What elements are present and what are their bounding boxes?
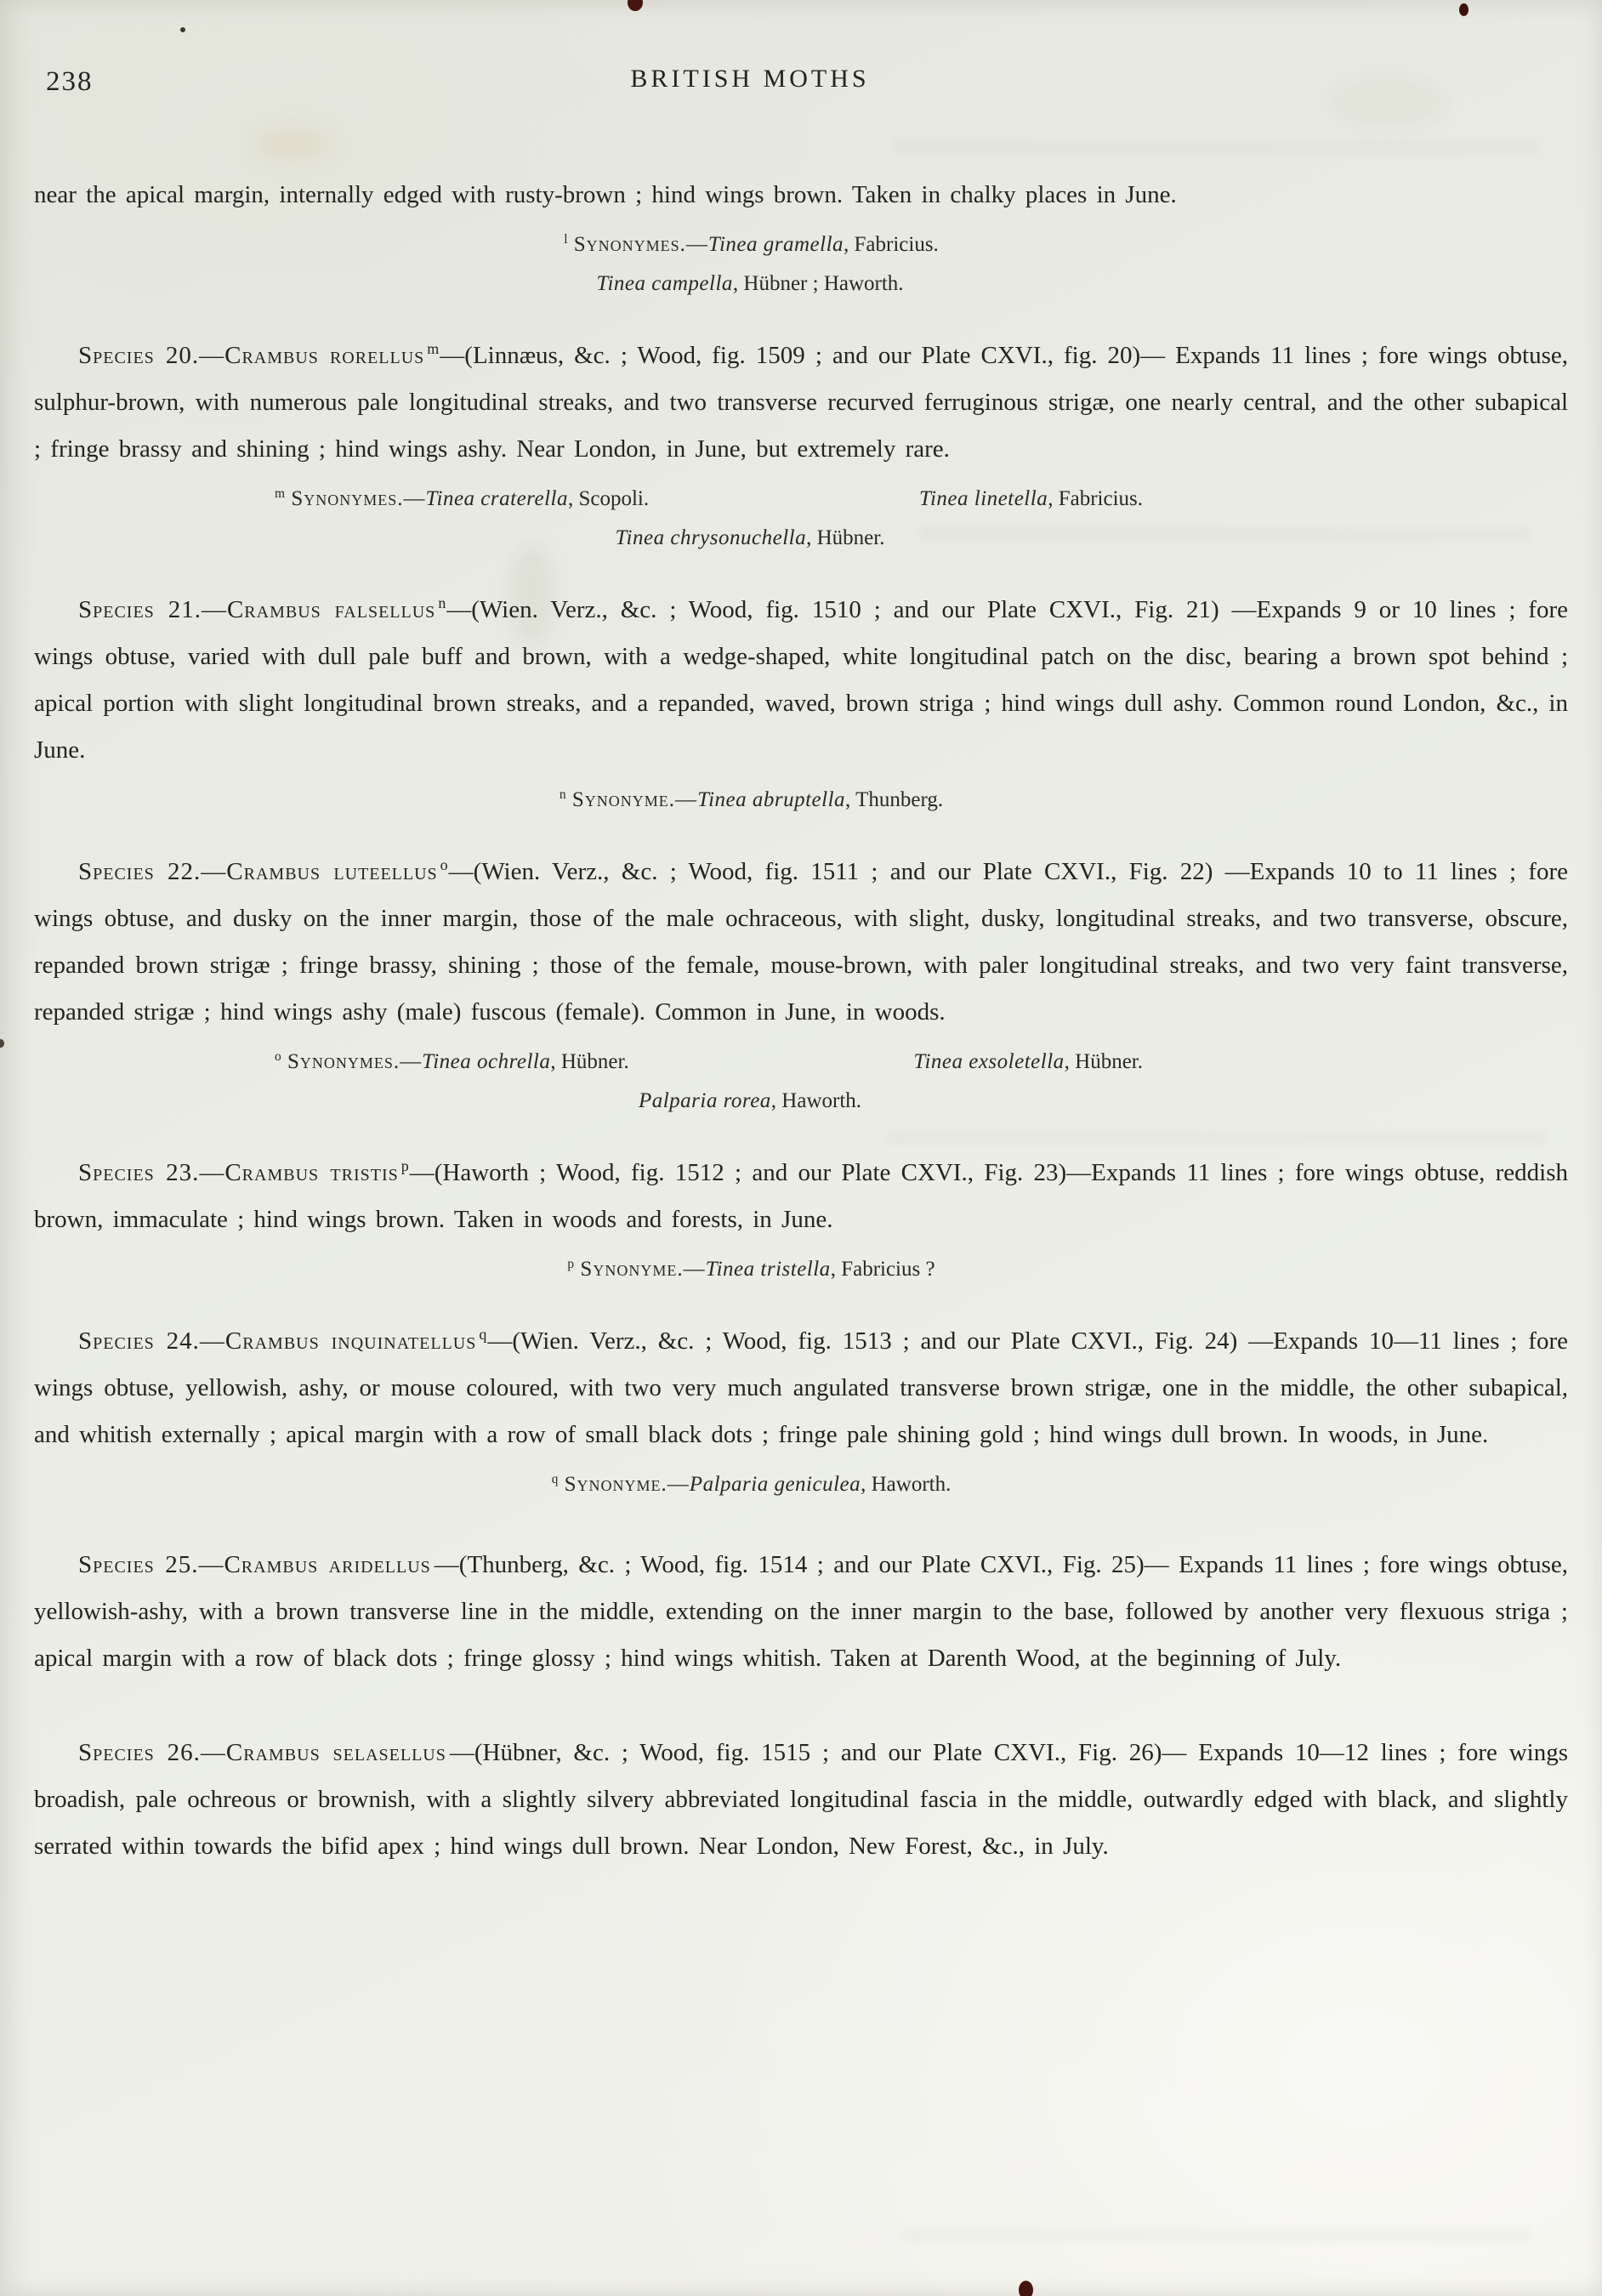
synonyms-block bbox=[34, 480, 1568, 558]
synonym-species-name: Tinea chrysonuchella bbox=[615, 526, 807, 549]
synonym-species-name: Tinea ochrella bbox=[422, 1050, 551, 1073]
synonym-author: , Scopoli. bbox=[567, 487, 650, 510]
synonym-author: , Thunberg. bbox=[845, 788, 944, 811]
synonym-entry bbox=[919, 480, 1143, 519]
species-description: —(Linnæus, &c. ; Wood, fig. 1509 ; and our Plate CXVI., fig. 20)— Expands 11 lines ; fore wings obtuse, sulphur-brown, with numerous pale longitudinal streaks, and two transverse recurved ferruginous strigæ, one nearly central, and the other subapical ; fringe brassy and shining ; hind wings ashy. Near London, in June, but extremely rare. bbox=[34, 342, 1568, 463]
synonym-author: , Haworth. bbox=[861, 1473, 952, 1496]
synonym-author: , Hübner. bbox=[1064, 1050, 1143, 1073]
synonym-species-name: Palparia rorea bbox=[638, 1089, 771, 1112]
synonym-line bbox=[34, 519, 1568, 558]
synonyms-block bbox=[34, 781, 1568, 820]
synonym-line bbox=[34, 1043, 1568, 1082]
synonym-author: , Hübner. bbox=[806, 526, 885, 549]
synonyms-block bbox=[34, 1250, 1568, 1289]
synonym-line bbox=[34, 1082, 1568, 1121]
running-title: BRITISH MOTHS bbox=[630, 65, 870, 93]
species-heading: Species 23.—Crambus tristis bbox=[78, 1159, 399, 1186]
synonym-author: , Fabricius. bbox=[844, 233, 939, 256]
synonym-species-name: Tinea gramella bbox=[707, 233, 844, 256]
species-heading: Species 21.—Crambus falsellus bbox=[78, 596, 436, 623]
page-header bbox=[34, 65, 1568, 100]
species-paragraph bbox=[34, 849, 1568, 1036]
species-description: —(Hübner, &c. ; Wood, fig. 1515 ; and our Plate CXVI., Fig. 26)— Expands 10—12 lines ; fore wings broadish, pale ochreous or brownish, with a slightly silvery abbreviated longitudinal fascia in the middle, outwardly edged with black, and slightly serrated within towards the bifid apex ; hind wings dull brown. Near London, New Forest, &c., in July. bbox=[34, 1739, 1568, 1860]
species-heading: Species 20.—Crambus rorellus bbox=[78, 342, 425, 369]
footnote-marker: l bbox=[564, 231, 568, 247]
intro-paragraph bbox=[34, 172, 1568, 219]
synonym-label: Synonymes.— bbox=[291, 487, 426, 510]
synonyms-block bbox=[34, 225, 1568, 304]
footnote-marker: q bbox=[551, 1471, 559, 1486]
page-number: 238 bbox=[46, 66, 94, 97]
synonym-label: Synonyme.— bbox=[580, 1258, 706, 1281]
synonym-author: , Hübner ; Haworth. bbox=[732, 272, 904, 295]
synonym-species-name: Tinea campella bbox=[596, 272, 733, 295]
footnote-marker: o bbox=[440, 856, 448, 874]
synonyms-block bbox=[34, 1043, 1568, 1121]
synonyms-block bbox=[34, 1465, 1568, 1504]
footnote-marker: m bbox=[275, 486, 286, 501]
scan-artifact bbox=[628, 0, 643, 11]
synonym-species-name: Tinea craterella bbox=[425, 487, 568, 510]
species-heading: Species 22.—Crambus luteellus bbox=[78, 858, 438, 885]
species-heading: Species 25.—Crambus aridellus bbox=[78, 1551, 431, 1578]
footnote-marker: n bbox=[559, 787, 566, 802]
synonym-entry bbox=[272, 1043, 629, 1082]
synonym-line bbox=[34, 264, 1568, 304]
species-paragraph bbox=[34, 1150, 1568, 1243]
scan-artifact bbox=[1019, 2281, 1033, 2296]
show-through-ghosting bbox=[901, 2228, 1531, 2242]
synonym-author: , Hübner. bbox=[550, 1050, 629, 1073]
synonym-species-name: Tinea abruptella bbox=[697, 788, 846, 811]
species-paragraph bbox=[34, 1730, 1568, 1870]
synonym-entry bbox=[913, 1043, 1143, 1082]
synonym-line bbox=[34, 1250, 1568, 1289]
synonym-species-name: Tinea linetella bbox=[918, 487, 1048, 510]
synonym-label: Synonymes.— bbox=[287, 1050, 423, 1073]
species-description: —(Haworth ; Wood, fig. 1512 ; and our Plate CXVI., Fig. 23)—Expands 11 lines ; fore wings obtuse, reddish brown, immaculate ; hind wings brown. Taken in woods and forests, in June. bbox=[34, 1159, 1568, 1233]
species-description: —(Wien. Verz., &c. ; Wood, fig. 1511 ; and our Plate CXVI., Fig. 22) —Expands 10 to 11 lines ; fore wings obtuse, and dusky on the inner margin, those of the male ochraceous, with slight, dusky, longitudinal streaks, and two transverse, obscure, repanded brown strigæ ; fringe brassy, shining ; those of the female, mouse-brown, with paler longitudinal streaks, and two very faint transverse, repanded strigæ ; hind wings ashy (male) fuscous (female). Common in June, in woods. bbox=[34, 858, 1568, 1026]
synonym-label: Synonyme.— bbox=[571, 788, 698, 811]
species-paragraph bbox=[34, 1318, 1568, 1458]
species-heading: Species 24.—Crambus inquinatellus bbox=[78, 1327, 477, 1355]
synonym-entry bbox=[272, 480, 649, 519]
synonym-line bbox=[34, 225, 1568, 264]
synonym-author: , Haworth. bbox=[770, 1089, 862, 1112]
species-description: —(Thunberg, &c. ; Wood, fig. 1514 ; and our Plate CXVI., Fig. 25)— Expands 11 lines ; fore wings obtuse, yellowish-ashy, with a brown transverse line in the middle, extending on the inner margin to the base, followed by another very flexuous striga ; apical margin with a row of black dots ; fringe glossy ; hind wings whitish. Taken at Darenth Wood, at the beginning of July. bbox=[34, 1551, 1569, 1672]
synonym-species-name: Palparia geniculea bbox=[689, 1473, 861, 1496]
footnote-marker: m bbox=[427, 340, 440, 358]
synonym-label: Synonymes.— bbox=[573, 233, 708, 256]
intro-text: near the apical margin, internally edged with rusty-brown ; hind wings brown. Taken in chalky places in June. bbox=[34, 181, 1177, 208]
species-description: —(Wien. Verz., &c. ; Wood, fig. 1513 ; and our Plate CXVI., Fig. 24) —Expands 10—11 lines ; fore wings obtuse, yellowish, ashy, or mouse coloured, with two very much angulated transverse brown strigæ, one in the middle, the other subapical, and whitish externally ; apical margin with a row of small black dots ; fringe pale shining gold ; hind wings dull brown. In woods, in June. bbox=[34, 1327, 1568, 1448]
synonym-line bbox=[34, 781, 1568, 820]
footnote-marker: o bbox=[275, 1049, 281, 1064]
species-paragraph bbox=[34, 587, 1568, 774]
scan-artifact bbox=[180, 27, 185, 32]
footnote-marker: p bbox=[567, 1256, 575, 1271]
species-paragraph bbox=[34, 1542, 1568, 1682]
footnote-marker: q bbox=[479, 1326, 487, 1344]
species-paragraph bbox=[34, 332, 1568, 473]
species-description: —(Wien. Verz., &c. ; Wood, fig. 1510 ; and our Plate CXVI., Fig. 21) —Expands 9 or 10 lines ; fore wings obtuse, varied with dull pale buff and brown, with a wedge-shaped, white longitudinal patch on the disc, bearing a brown spot behind ; apical portion with slight longitudinal brown streaks, and a repanded, waved, brown striga ; hind wings dull ashy. Common round London, &c., in June. bbox=[34, 596, 1568, 764]
footnote-marker: n bbox=[438, 594, 446, 612]
synonym-line bbox=[34, 480, 1568, 519]
footnote-marker: p bbox=[400, 1157, 409, 1175]
synonym-species-name: Tinea tristella bbox=[705, 1258, 831, 1281]
synonym-label: Synonyme.— bbox=[564, 1473, 690, 1496]
synonym-species-name: Tinea exsoletella bbox=[913, 1050, 1065, 1073]
scan-artifact bbox=[1459, 3, 1468, 16]
page-content bbox=[0, 65, 1602, 1870]
synonym-author: , Fabricius ? bbox=[830, 1258, 935, 1281]
synonym-line bbox=[34, 1465, 1568, 1504]
synonym-author: , Fabricius. bbox=[1048, 487, 1143, 510]
species-heading: Species 26.—Crambus selasellus bbox=[78, 1739, 446, 1766]
